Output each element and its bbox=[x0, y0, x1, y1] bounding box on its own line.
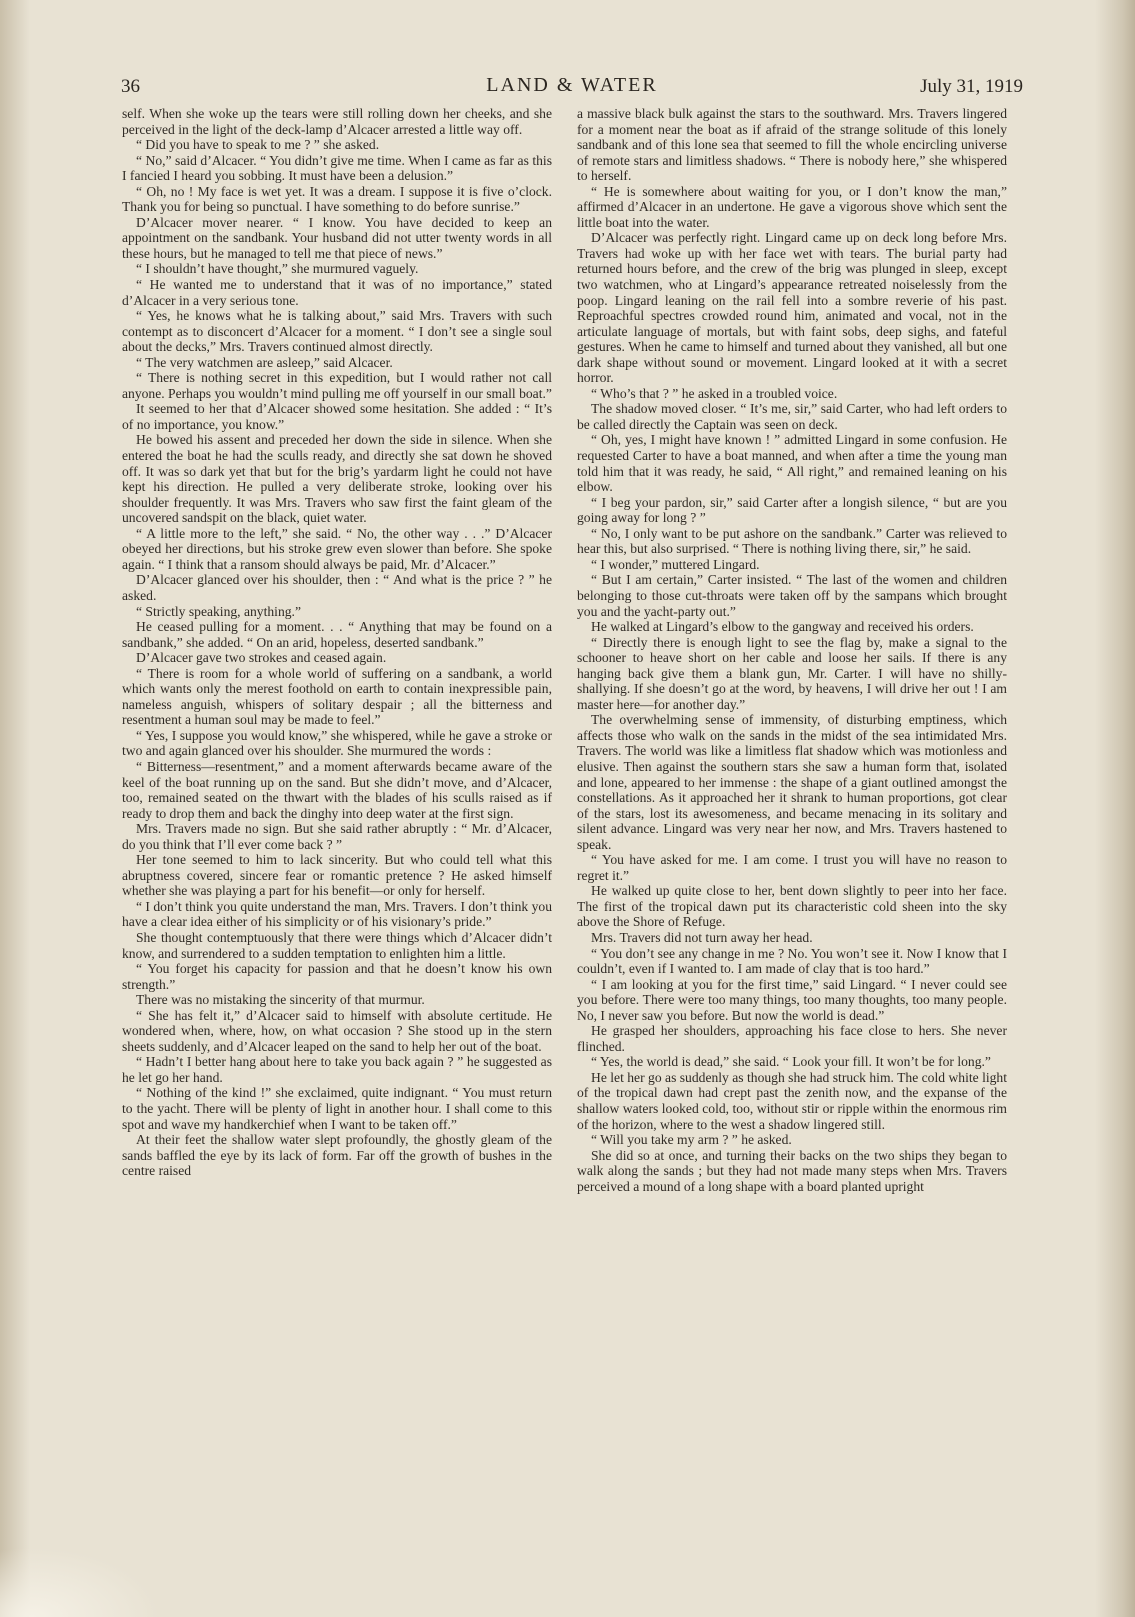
paragraph: D’Alcacer was perfectly right. Lingard came up on deck long before Mrs. Travers had woke up with her face wet with tears. The burial party had returned hours before, and the crew of the brig was plunged in sleep, except two watchmen, who at Lingard’s appearance retreated noiselessly from the poop. Lingard leaning on the rail fell into a sombre reverie of his past. Reproachful spectres crowded round him, animated and vocal, not in the articulate language of mortals, but with faint sobs, deep sighs, and fateful gestures. When he came to himself and turned about they vanished, all but one dark shape without sound or movement. Lingard looked at it with a secret horror. bbox=[577, 230, 1007, 386]
paragraph: She did so at once, and turning their backs on the two ships they began to walk along the sands ; but they had not made many steps when Mrs. Travers perceived a mound of a long shape with a board planted upright bbox=[577, 1147, 1007, 1194]
paragraph: “ No, I only want to be put ashore on the sandbank.” Carter was relieved to hear this, but also surprised. “ There is nothing living there, sir,” he said. bbox=[577, 525, 1007, 557]
paragraph: “ He is somewhere about waiting for you, or I don’t know the man,” affirmed d’Alcacer in an undertone. He gave a vigorous shove which sent the little boat into the water. bbox=[577, 183, 1007, 230]
paragraph: It seemed to her that d’Alcacer showed some hesitation. She added : “ It’s of no importance, you know.” bbox=[122, 401, 552, 432]
publication-title: LAND & WATER bbox=[486, 74, 658, 96]
paragraph: She thought contemptuously that there were things which d’Alcacer didn’t know, and surrendered to a sudden temptation to enlighten him a little. bbox=[122, 929, 552, 961]
paragraph: He bowed his assent and preceded her down the side in silence. When she entered the boat he had the sculls ready, and directly she sat down he shoved off. It was so dark yet that but for the brig’s yardarm light he could not have kept his direction. He pulled a very deliberate stroke, looking over his shoulder frequently. It was Mrs. Travers who saw first the faint gleam of the uncovered sandspit on the black, quiet water. bbox=[122, 432, 552, 526]
paragraph: He ceased pulling for a moment. . . “ Anything that may be found on a sandbank,” she added. “ On an arid, hopeless, deserted sandbank.” bbox=[122, 619, 552, 650]
paragraph: He let her go as suddenly as though she had struck him. The cold white light of the tropical dawn had crept past the zenith now, and the expanse of the shallow waters looked cold, too, without stir or ripple within the enormous rim of the horizon, where to the west a shadow lingered still. bbox=[577, 1069, 1007, 1132]
paragraph: “ Will you take my arm ? ” he asked. bbox=[591, 1132, 792, 1148]
paragraph: There was no mistaking the sincerity of that murmur. bbox=[136, 992, 425, 1008]
paragraph: “ Oh, no ! My face is wet yet. It was a dream. I suppose it is five o’clock. Thank you for being so punctual. I have something to do before sunrise.” bbox=[122, 183, 552, 215]
paragraph: “ There is nothing secret in this expedition, but I would rather not call anyone. Perhaps you wouldn’t mind pulling me off yourself in our small boat.” bbox=[122, 370, 552, 401]
paragraph: “ Yes, the world is dead,” she said. “ Look your fill. It won’t be for long.” bbox=[591, 1054, 991, 1070]
paragraph: “ But I am certain,” Carter insisted. “ The last of the women and children belonging to those cut-throats were taken off by the sampans which brought you and the yacht-party out.” bbox=[577, 572, 1007, 619]
issue-date: July 31, 1919 bbox=[920, 76, 1023, 97]
paragraph: a massive black bulk against the stars to the southward. Mrs. Travers lingered for a moment near the boat as if afraid of the strange solitude of this lonely sandbank and of this lone sea that seemed to fill the whole encircling universe of remote stars and limitless shadows. “ There is nobody here,” she whispered to herself. bbox=[577, 106, 1007, 184]
paragraph: “ You forget his capacity for passion and that he doesn’t know his own strength.” bbox=[122, 961, 552, 992]
paragraph: Mrs. Travers did not turn away her head. bbox=[591, 929, 813, 945]
paragraph: “ He wanted me to understand that it was of no importance,” stated d’Alcacer in a very serious tone. bbox=[122, 277, 552, 308]
paragraph: “ Hadn’t I better hang about here to take you back again ? ” he suggested as he let go her hand. bbox=[122, 1054, 552, 1085]
paragraph: “ Did you have to speak to me ? ” she asked. bbox=[136, 137, 380, 153]
paragraph: “ Oh, yes, I might have known ! ” admitted Lingard in some confusion. He requested Carter to have a boat manned, and when after a time the young man told him that it was ready, he said, “ All right,” and remained leaning on his elbow. bbox=[577, 432, 1007, 495]
paragraph: “ I shouldn’t have thought,” she murmured vaguely. bbox=[136, 261, 419, 277]
paragraph: “ No,” said d’Alcacer. “ You didn’t give me time. When I came as far as this I fancied I heard you sobbing. It must have been a delusion.” bbox=[122, 152, 552, 184]
paragraph: “ I am looking at you for the first time,” said Lingard. “ I never could see you before. There were too many things, too many thoughts, too many people. No, I never saw you before. But now the world is dead.” bbox=[577, 976, 1007, 1023]
paragraph: “ There is room for a whole world of suffering on a sandbank, a world which wants only the merest foothold on earth to contain inexpressible pain, nameless anguish, whispers of solitary despair ; all the bitterness and resentment a human soul may be made to feel.” bbox=[122, 665, 552, 728]
paragraph: “ Bitterness—resentment,” and a moment afterwards became aware of the keel of the boat running up on the sand. But she didn’t move, and d’Alcacer, too, remained seated on the thwart with the blades of his sculls raised as if ready to drop them and back the dinghy into deep water at the first sign. bbox=[122, 758, 552, 821]
paragraph: “ Directly there is enough light to see the flag by, make a signal to the schooner to heave short on her cable and loose her sails. If there is any hanging back give them a blank gun, Mr. Carter. I will have no shilly-shallying. If she doesn’t go at the word, by heavens, I will drive her out ! I am master here—for another day.” bbox=[577, 634, 1007, 712]
text-column-left bbox=[122, 106, 552, 1576]
paragraph: Her tone seemed to him to lack sincerity. But who could tell what this abruptness covered, sincere fear or romantic pretence ? He asked himself whether she was playing a part for his benefit—or only for herself. bbox=[122, 852, 552, 899]
paragraph: The shadow moved closer. “ It’s me, sir,” said Carter, who had left orders to be called directly the Captain was seen on deck. bbox=[577, 401, 1007, 432]
paragraph: At their feet the shallow water slept profoundly, the ghostly gleam of the sands baffled the eye by its lack of form. Far off the growth of bushes in the centre raised bbox=[122, 1132, 552, 1179]
text-column-right bbox=[577, 106, 1007, 1576]
paragraph: self. When she woke up the tears were still rolling down her cheeks, and she perceived in the light of the deck-lamp d’Alcacer arrested a little way off. bbox=[122, 106, 552, 137]
paragraph: “ Nothing of the kind !” she exclaimed, quite indignant. “ You must return to the yacht. There will be plenty of light in another hour. I shall come to this spot and wave my handkerchief when I want to be taken off.” bbox=[122, 1085, 552, 1132]
paragraph: “ You have asked for me. I am come. I trust you will have no reason to regret it.” bbox=[577, 852, 1007, 883]
paragraph: “ I beg your pardon, sir,” said Carter after a longish silence, “ but are you going away for long ? ” bbox=[577, 494, 1007, 526]
paragraph: He walked at Lingard’s elbow to the gangway and received his orders. bbox=[591, 619, 974, 635]
paragraph: D’Alcacer mover nearer. “ I know. You have decided to keep an appointment on the sandbank. Your husband did not utter twenty words in all these hours, but he managed to tell me that piece of news.” bbox=[122, 214, 552, 261]
running-header bbox=[121, 74, 1023, 102]
paragraph: “ Who’s that ? ” he asked in a troubled voice. bbox=[591, 385, 838, 401]
binding-shadow bbox=[0, 0, 30, 1617]
paragraph: “ Strictly speaking, anything.” bbox=[136, 603, 301, 619]
paragraph: “ You don’t see any change in me ? No. You won’t see it. Now I know that I couldn’t, even if I wanted to. I am made of clay that is too hard.” bbox=[577, 945, 1007, 977]
paragraph: D’Alcacer glanced over his shoulder, then : “ And what is the price ? ” he asked. bbox=[122, 572, 552, 603]
paragraph: D’Alcacer gave two strokes and ceased again. bbox=[136, 650, 387, 666]
page-fold-shadow bbox=[1095, 0, 1135, 1617]
paragraph: He walked up quite close to her, bent down slightly to peer into her face. The first of the tropical dawn put its characteristic cold sheen into the sky above the Shore of Refuge. bbox=[577, 883, 1007, 930]
page-number: 36 bbox=[121, 76, 140, 97]
paragraph: Mrs. Travers made no sign. But she said rather abruptly : “ Mr. d’Alcacer, do you think that I’ll ever come back ? ” bbox=[122, 821, 552, 852]
paragraph: The overwhelming sense of immensity, of disturbing emptiness, which affects those who walk on the sands in the midst of the sea intimidated Mrs. Travers. The world was like a limitless flat shadow which was motionless and elusive. Then against the southern stars she saw a human form that, isolated and lone, appeared to her immense : the shape of a giant outlined amongst the constellations. As it approached her it shrank to human proportions, got clear of the stars, lost its awesomeness, and became menacing in its solitary and silent advance. Lingard was very near her now, and Mrs. Travers hastened to speak. bbox=[577, 712, 1007, 852]
paragraph: “ Yes, he knows what he is talking about,” said Mrs. Travers with such contempt as to disconcert d’Alcacer for a moment. “ I don’t see a single soul about the decks,” Mrs. Travers continued almost directly. bbox=[122, 308, 552, 355]
paragraph: “ I wonder,” muttered Lingard. bbox=[591, 556, 760, 572]
paragraph: “ She has felt it,” d’Alcacer said to himself with absolute certitude. He wondered when, where, how, on what occasion ? She stood up in the stern sheets suddenly, and d’Alcacer leaped on the sand to help her out of the boat. bbox=[122, 1007, 552, 1054]
paragraph: “ I don’t think you quite understand the man, Mrs. Travers. I don’t think you have a clear idea either of his simplicity or of his visionary’s pride.” bbox=[122, 898, 552, 930]
paragraph: “ The very watchmen are asleep,” said Alcacer. bbox=[136, 354, 393, 370]
paragraph: He grasped her shoulders, approaching his face close to hers. She never flinched. bbox=[577, 1023, 1007, 1054]
paragraph: “ Yes, I suppose you would know,” she whispered, while he gave a stroke or two and again glanced over his shoulder. She murmured the words : bbox=[122, 727, 552, 759]
paragraph: “ A little more to the left,” she said. “ No, the other way . . .” D’Alcacer obeyed her directions, but his stroke grew even slower than before. She spoke again. “ I think that a ransom should always be paid, Mr. d’Alcacer.” bbox=[122, 525, 552, 572]
